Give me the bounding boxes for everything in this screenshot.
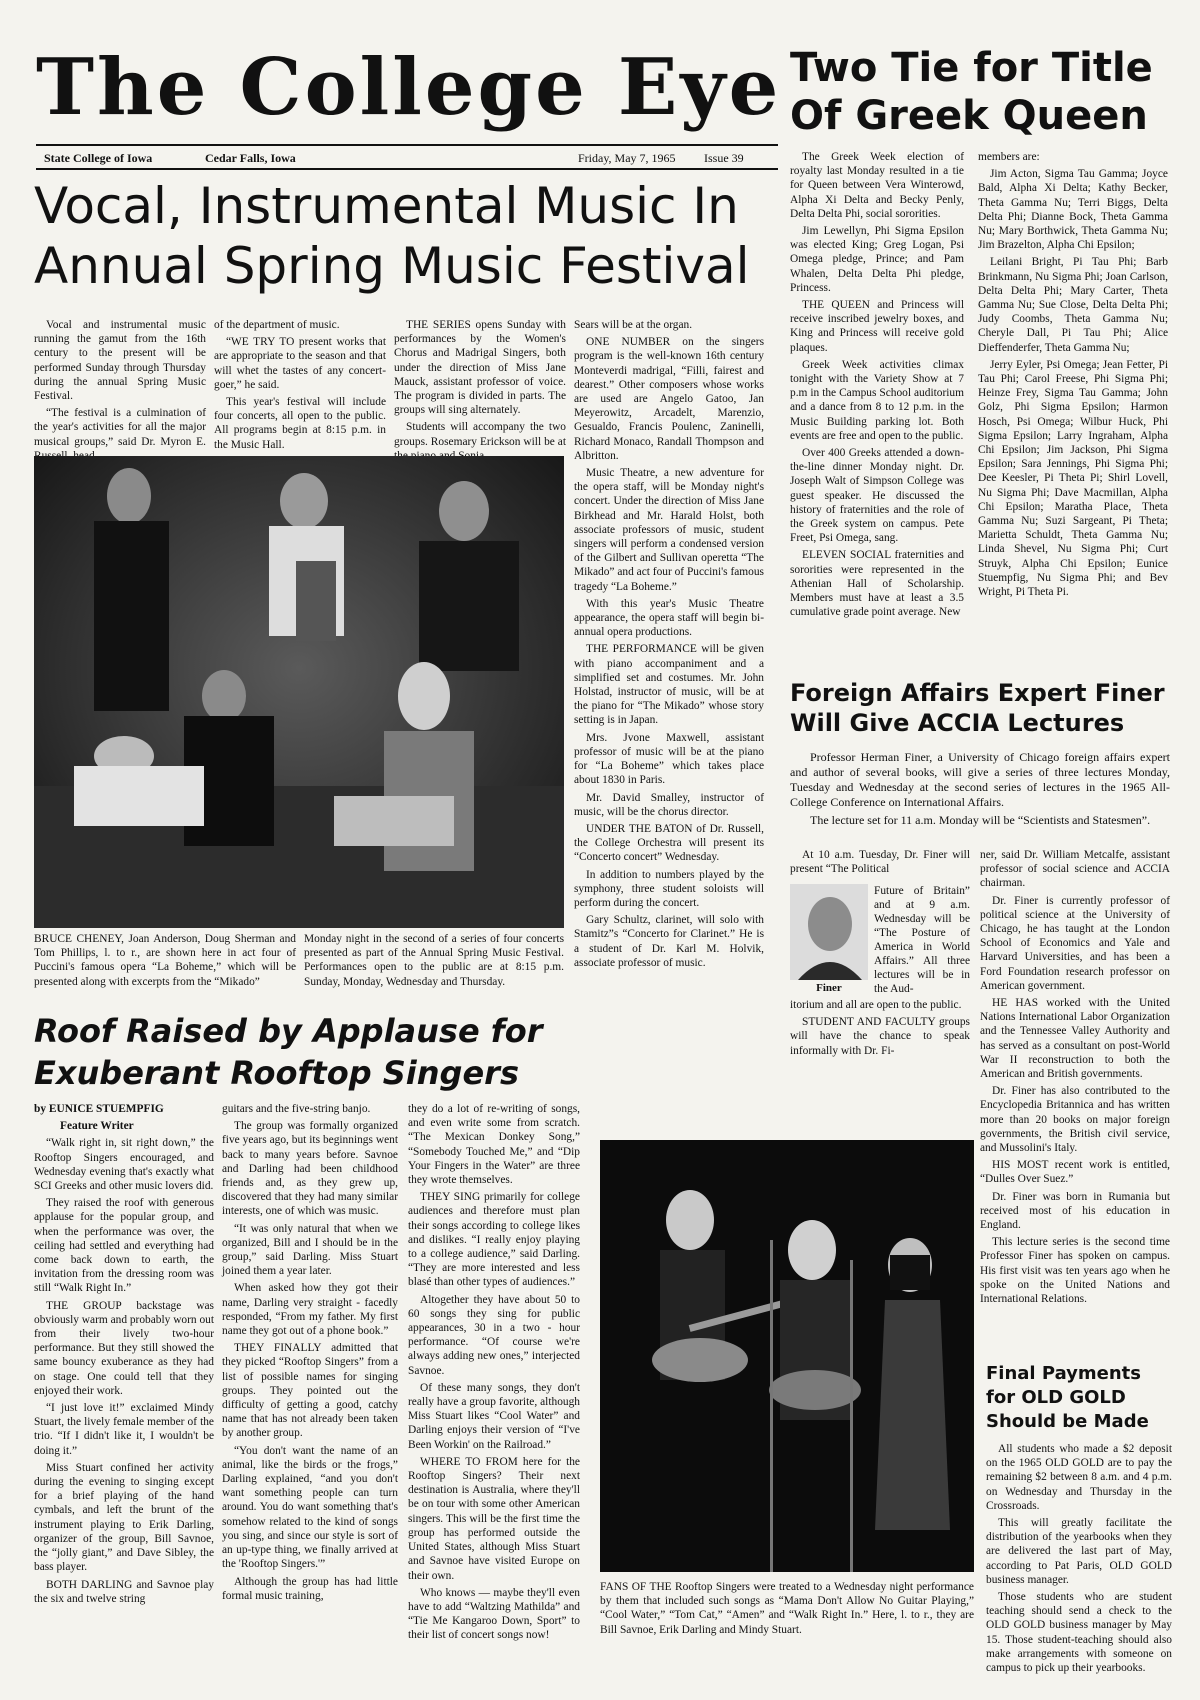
- finer-column-b: [980, 848, 1170, 1348]
- finer-paragraph: ner, said Dr. William Metcalfe, assistant professor of social science and ACCIA chairman.: [980, 849, 1170, 890]
- music-paragraph: Music Theatre, a new adventure for the opera staff, will be Monday night's concert. Under the direction of Miss Jane Birkhead and Mr. Harald Holst, both associate professors of music, student singers will perform a condensed version of the Gilbert and Sullivan operetta “The Mikado” and act four of Puccini's famous tragedy “La Boheme.”: [574, 467, 764, 593]
- opera-photo: [34, 456, 564, 928]
- finer-paragraph: This lecture series is the second time Professor Finer has spoken on campus. His first visit was ten years ago when he spoke on the United Nations and International Relations.: [980, 1236, 1170, 1306]
- greek-column-1: [790, 150, 964, 640]
- finer-column-a-top: [790, 848, 970, 880]
- oldgold-paragraph: All students who made a $2 deposit on the 1965 OLD GOLD are to pay the remaining $2 between 8 a.m. and 4 p.m. on Wednesday and Thursday in the Crossroads.: [986, 1443, 1172, 1512]
- oldgold-column: [986, 1442, 1172, 1692]
- music-headline-line-1: Vocal, Instrumental Music In: [34, 177, 739, 235]
- masthead-school: State College of Iowa: [44, 151, 153, 165]
- greek-paragraph: Greek Week activities climax tonight with the Variety Show at 7 p.m in the Campus School auditorium and a dance from 8 to 12 p.m. in the Music Building parking lot. Both events are free and open to the public.: [790, 358, 964, 442]
- music-paragraph: With this year's Music Theatre appearance, the opera staff will begin bi-annual opera productions.: [574, 597, 764, 639]
- rooftop-paragraph: “I just love it!” exclaimed Mindy Stuart, the lively female member of the trio. “If I didn't like it, I wouldn't be doing it.”: [34, 1402, 214, 1457]
- music-column-3: [394, 318, 566, 448]
- greek-paragraph: members are:: [978, 151, 1040, 163]
- music-paragraph: “The festival is a culmination of the year's activities for all the major musical groups,” said Dr. Myron E.: [34, 407, 206, 448]
- finer-lead: [790, 750, 1170, 842]
- rooftop-byline: by EUNICE STUEMPFIG: [34, 1103, 164, 1115]
- music-paragraph: Mrs. Jvone Maxwell, assistant professor of music will be at the piano for “La Boheme” which takes place about 1830 in Paris.: [574, 731, 764, 787]
- finer-column-a-beside: [874, 884, 970, 996]
- rooftop-paragraph: guitars and the five-string banjo.: [222, 1103, 371, 1115]
- greek-paragraph: THE QUEEN and Princess will receive inscribed jewelry boxes, and King and Princess will receive gold plaques.: [790, 299, 964, 354]
- finer-paragraph: Dr. Finer was born in Rumania but received most of his education in England.: [980, 1190, 1170, 1232]
- rooftop-paragraph: BOTH DARLING and Savnoe play the six and twelve string: [34, 1578, 214, 1605]
- rooftop-paragraph: Miss Stuart confined her activity during the evening to singing except for a brief playing of the hand cymbals, and left the brunt of the instrument playing to Erik Darling, organizer of the group, Bill Savnoe, the “jolly giant,” and Dave Sibley, the bass player.: [34, 1461, 214, 1574]
- rooftop-paragraph: Who knows — maybe they'll even have to add “Waltzing Mathilda” and “Tie Me Kangaroo Down, Sport” to their list of concert songs now!: [408, 1586, 580, 1642]
- masthead-city: Cedar Falls, Iowa: [205, 151, 296, 165]
- finer-portrait: [790, 884, 868, 980]
- finer-paragraph: HE HAS worked with the United Nations International Labor Organization and the Tennessee Valley Authority and has served as a consultant on post-World War II reconstruction to both the American and British governments.: [980, 997, 1170, 1081]
- music-column-2: [214, 318, 386, 451]
- oldgold-headline-line-3: Should be Made: [986, 1411, 1149, 1432]
- rooftop-photo-figures: [600, 1140, 974, 1572]
- finer-paragraph: Dr. Finer is currently professor of political science at the University of Chicago, he has taught at the London School of Economics and Yale and Harvard Universities, and has been a Ford Foundation research professor on American government.: [980, 894, 1170, 992]
- rooftop-paragraph: THEY SING primarily for college audiences and therefore must plan their songs according to college likes and dislikes. “I really enjoy playing to a college audience,” said Darling. “They are more interested and less blasé than other types of audiences.”: [408, 1191, 580, 1289]
- finer-paragraph: HIS MOST recent work is entitled, “Dulles Over Suez.”: [980, 1159, 1170, 1186]
- portrait-figure: [790, 884, 868, 980]
- music-paragraph: THE SERIES opens Sunday with performances by the Women's Chorus and Madrigal Singers, both under the direction of Miss Jane Mauck, assistant professor of voice. The program is divided in parts. The groups will sing alternately.: [394, 319, 566, 417]
- greek-paragraph: ELEVEN SOCIAL fraternities and sororities were represented in the Athenian Hall of Scholarship. Members must have at least a 3.5 cumulative grade point average. New: [790, 549, 964, 619]
- rooftop-paragraph: The group was formally organized five years ago, but its beginnings went back to many years before. Savnoe and Darling had been childhood friends and, as they grew up, discovered that they had many similar interests, one of which was music.: [222, 1120, 398, 1218]
- rooftop-headline-line-2: Exuberant Rooftop Singers: [34, 1054, 519, 1092]
- music-paragraph: Sears will be at the organ.: [574, 319, 693, 331]
- opera-photo-caption-1: BRUCE CHENEY, Joan Anderson, Doug Sherman and Tom Phillips, l. to r., are shown here in act four of Puccini's famous opera “La Boheme,” which will be presented along with excerpts from the “Mikado”: [34, 933, 296, 988]
- rooftop-paragraph: “It was only natural that when we organized, Bill and I should be in the group,” said Darling. Miss Stuart joined them a year later.: [222, 1222, 398, 1278]
- finer-paragraph: At 10 a.m. Tuesday, Dr. Finer will present “The Political: [790, 849, 970, 876]
- rooftop-paragraph: Although the group has had little formal music training,: [222, 1575, 398, 1602]
- oldgold-headline-line-2: for OLD GOLD: [986, 1387, 1126, 1408]
- greek-paragraph: Jerry Eyler, Psi Omega; Jean Fetter, Pi Tau Phi; Carol Freese, Phi Sigma Phi; Heinze Frey, Sigma Tau Gamma; John Golz, Phi Sigma Epsilon; Harmon Hosch, Psi Omega; Wilbur Huck, Phi Sigma Epsilon; Larry Ingraham, Alpha Chi Epsilon; Jim Jackson, Phi Sigma Epsilon; Sara Jennings, Phi Sigma Phi; Dee Keesler, Pi Theta Pi; Shirl Lovell, Nu Sigma Phi; Dave Macmillan, Alpha Chi Epsilon; Maratha Place, Theta Gamma Nu; Suzi Sargeant, Pi Theta; Marietta Schuldt, Theta Gamma Nu; Linda Shevel, Nu Sigma Phi; Curt Struyk, Alpha Chi Epsilon; Eunice Stuempfig, Nu Sigma Phi; and Bev Wright, Pi Theta Pi.: [978, 358, 1168, 599]
- music-paragraph: Gary Schultz, clarinet, will solo with Stamitz”s “Concerto for Clarinet.” He is a student of Dr. Karl M. Holvik, associate professor of music.: [574, 914, 764, 969]
- finer-headline-line-1: Foreign Affairs Expert Finer: [790, 679, 1165, 707]
- rooftop-paragraph: WHERE TO FROM here for the Rooftop Singers? Their next destination is Australia, where they'll be on tour with some other American singers. This will be the first time the group has performed outside the United States, although Miss Stuart and Savnoe have visited Europe on their own.: [408, 1455, 580, 1582]
- finer-paragraph: The lecture set for 11 a.m. Monday will be “Scientists and Statesmen”.: [810, 813, 1151, 827]
- greek-paragraph: Leilani Bright, Pi Tau Phi; Barb Brinkmann, Nu Sigma Phi; Joan Carlson, Delta Delta Phi; Mary Carter, Theta Gamma Nu; Sue Close, Delta Delta Phi; Judy Coombs, Theta Gamma Nu; Cheryle Dall, Pi Tau Phi; Alice Dieffenderfer, Theta Gamma Nu;: [978, 256, 1168, 354]
- finer-paragraph: Professor Herman Finer, a University of Chicago foreign affairs expert and author of several books, will give a series of three lectures Monday, Tuesday and Wednesday at the second series of lectures in the 1965 All-College Conference on International Affairs.: [790, 750, 1170, 809]
- greek-paragraph: Over 400 Greeks attended a down-the-line dinner Monday night. Dr. Joseph Walt of Simpson College was guest speaker. He discussed the history of fraternities and the role of the Greek system on campus. Pete Freet, Psi Omega, sang.: [790, 447, 964, 545]
- music-paragraph: Students will accompany the two groups. Rosemary Erickson will be at: [394, 421, 566, 448]
- finer-paragraph: Future of Britain” and at 9 a.m. Wednesday will be “The Posture of America in World Affairs.” All three lectures will be in the Aud-: [874, 885, 970, 995]
- greek-paragraph: Jim Lewellyn, Phi Sigma Epsilon was elected King; Greg Logan, Psi Omega pledge, Prince; and Pam Whalen, Delta Delta Phi pledge, Princess.: [790, 225, 964, 294]
- masthead-rule-bottom: [36, 168, 778, 170]
- rooftop-paragraph: THEY FINALLY admitted that they picked “Rooftop Singers” from a list of possible names for singing groups. They pointed out the difficulty of getting a good, catchy name that has not already been taken by another group.: [222, 1342, 398, 1440]
- music-paragraph: ONE NUMBER on the singers program is the well-known 16th century Monteverdi madrigal, “Filli, fairest and dearest.” Other composers whose works are used are Angelo Gatoo, Jan Meyerowitz, Arcadelt, Marenzio, Gesualdo, Francis Poulenc, Zaninelli, Richard Monaco, Randall Thompson and Albritton.: [574, 336, 764, 462]
- finer-paragraph: Dr. Finer has also contributed to the Encyclopedia Britannica and has written more than 20 books on major foreign governments, the British civil service, and Mussolini's Italy.: [980, 1085, 1170, 1155]
- rooftop-headline-line-1: Roof Raised by Applause for: [34, 1012, 543, 1050]
- opera-photo-figures: [34, 456, 564, 928]
- music-paragraph: In addition to numbers played by the symphony, three student soloists will perform during the concert.: [574, 868, 764, 909]
- greek-column-2: [978, 150, 1168, 640]
- rooftop-column-1: [34, 1102, 214, 1688]
- rooftop-paragraph: When asked how they got their name, Darling very straight - facedly responded, “From my father. My first name they got out of a phone book.”: [222, 1282, 398, 1338]
- music-paragraph: Vocal and instrumental music running the gamut from the 16th century to the present will be performed Sunday through Thursday during the annual Spring Music Festival.: [34, 319, 206, 403]
- rooftop-paragraph: They raised the roof with generous applause for the popular group, and when the performance was over, the ceiling had settled and everything had come back down to earth, the invitation from the dressing room was still “Walk Right In.”: [34, 1197, 214, 1295]
- oldgold-paragraph: This will greatly facilitate the distribution of the yearbooks when they are delivered the last part of May, according to Pat Paris, OLD GOLD business manager.: [986, 1517, 1172, 1586]
- rooftop-paragraph: “Walk right in, sit right down,” the Rooftop Singers encouraged, and Wednesday evening that's exactly what SCI Greeks and other music lovers did.: [34, 1137, 214, 1193]
- greek-paragraph: The Greek Week election of royalty last Monday resulted in a tie for Queen between Vera Winterowd, Alpha Xi Delta and Becky Penly, Delta Delta Phi, social sororities.: [790, 151, 964, 220]
- finer-column-a-rest: [790, 998, 970, 1078]
- opera-photo-caption-2: Monday night in the second of a series of four concerts presented as part of the Annual Spring Music Festival. Performances open to the public are at 8:15 p.m. Sunday, Monday, Wednesday and Thursday.: [304, 933, 564, 988]
- rooftop-paragraph: Altogether they have about 50 to 60 songs they sing for public appearances, 30 in a two - hour performance. “Of course we're always adding new ones,” interjected Savnoe.: [408, 1293, 580, 1377]
- rooftop-byline-role: Feature Writer: [60, 1120, 134, 1133]
- greek-paragraph: Jim Acton, Sigma Tau Gamma; Joyce Bald, Alpha Xi Delta; Kathy Becker, Theta Gamma Nu; Terri Biggs, Delta Delta Phi; Dianne Bock, Theta Gamma Nu; Mary Borthwick, Theta Gamma Nu; Jim Brazelton, Alpha Chi Epsilon;: [978, 168, 1168, 252]
- music-paragraph: Mr. David Smalley, instructor of music, will be the chorus director.: [574, 791, 764, 818]
- music-column-4: [574, 318, 764, 1073]
- rooftop-paragraph: THE GROUP backstage was obviously warm and probably worn out from their lively two-hour performance. But they still showed the same bouncy exuberance as they had on stage. One could tell that they enjoyed their work.: [34, 1299, 215, 1397]
- oldgold-headline-line-1: Final Payments: [986, 1363, 1141, 1384]
- greek-headline: Two Tie for Title Of Greek Queen: [790, 45, 1153, 139]
- rooftop-paragraph: Of these many songs, they don't really have a group favorite, although Miss Stuart likes “Cool Water” and Darling enjoys their version of “I've Been Workin' on the Railroad.”: [408, 1381, 580, 1451]
- music-paragraph: of the department of music.: [214, 319, 340, 331]
- masthead-title: The College Eye: [36, 42, 782, 133]
- music-column-1: [34, 318, 206, 448]
- masthead-date: Friday, May 7, 1965: [578, 151, 676, 165]
- finer-portrait-caption: Finer: [816, 982, 842, 994]
- finer-paragraph: STUDENT AND FACULTY groups will have the chance to speak informally with Dr. Fi-: [790, 1016, 970, 1057]
- rooftop-column-2: [222, 1102, 398, 1688]
- music-headline-line-2: Annual Spring Music Festival: [34, 237, 750, 295]
- masthead-issue: Issue 39: [704, 151, 744, 165]
- finer-paragraph: itorium and all are open to the public.: [790, 999, 962, 1011]
- rooftop-paragraph: “You don't want the name of an animal, like the birds or the frogs,” Darling explained, “and you don't want something people can turn around. You do want something that's somehow related to the kind of songs you sing, and since our style is sort of an up-type thing, we finally arrived at the 'Rooftop Singers.'”: [222, 1444, 398, 1571]
- music-paragraph: THE PERFORMANCE will be given with piano accompaniment and a simplified set and costumes. Mr. John Holstad, instructor of music, will be at the piano for “The Mikado” whose story setting is in Japan.: [574, 643, 764, 727]
- oldgold-paragraph: Those students who are student teaching should send a check to the OLD GOLD business manager by May 15. Those student-teaching should also make arrangements with someone on campus to pick up their yearbooks.: [986, 1591, 1172, 1675]
- rooftop-paragraph: they do a lot of re-writing of songs, and even write some from scratch. “The Mexican Donkey Song,” “Somebody Touched Me,” and “Dip Your Fingers in the Water” are three they wrote themselves.: [408, 1103, 580, 1187]
- music-paragraph: “WE TRY TO present works that are appropriate to the season and that will whet the tastes of any concert-goer,” he said.: [214, 336, 386, 391]
- music-paragraph: This year's festival will include four concerts, all open to the public. All programs begin at 8:15 p.m. in the Music Hall.: [214, 396, 386, 451]
- rooftop-column-3: [408, 1102, 580, 1688]
- finer-headline-line-2: Will Give ACCIA Lectures: [790, 709, 1125, 737]
- rooftop-photo-caption: FANS OF THE Rooftop Singers were treated to a Wednesday night performance by them that included such songs as “Mama Don't Allow No Guitar Playing,” “Cool Water,” “Tom Cat,” “Amen” and “Walk Right In.” Here, l. to r., they are Bill Savnoe, Erik Darling and Mindy Stuart.: [600, 1581, 974, 1636]
- music-paragraph: UNDER THE BATON of Dr. Russell, the College Orchestra will present its “Concerto concert” Wednesday.: [574, 822, 764, 864]
- masthead-rule-top: [36, 144, 778, 146]
- rooftop-photo: [600, 1140, 974, 1572]
